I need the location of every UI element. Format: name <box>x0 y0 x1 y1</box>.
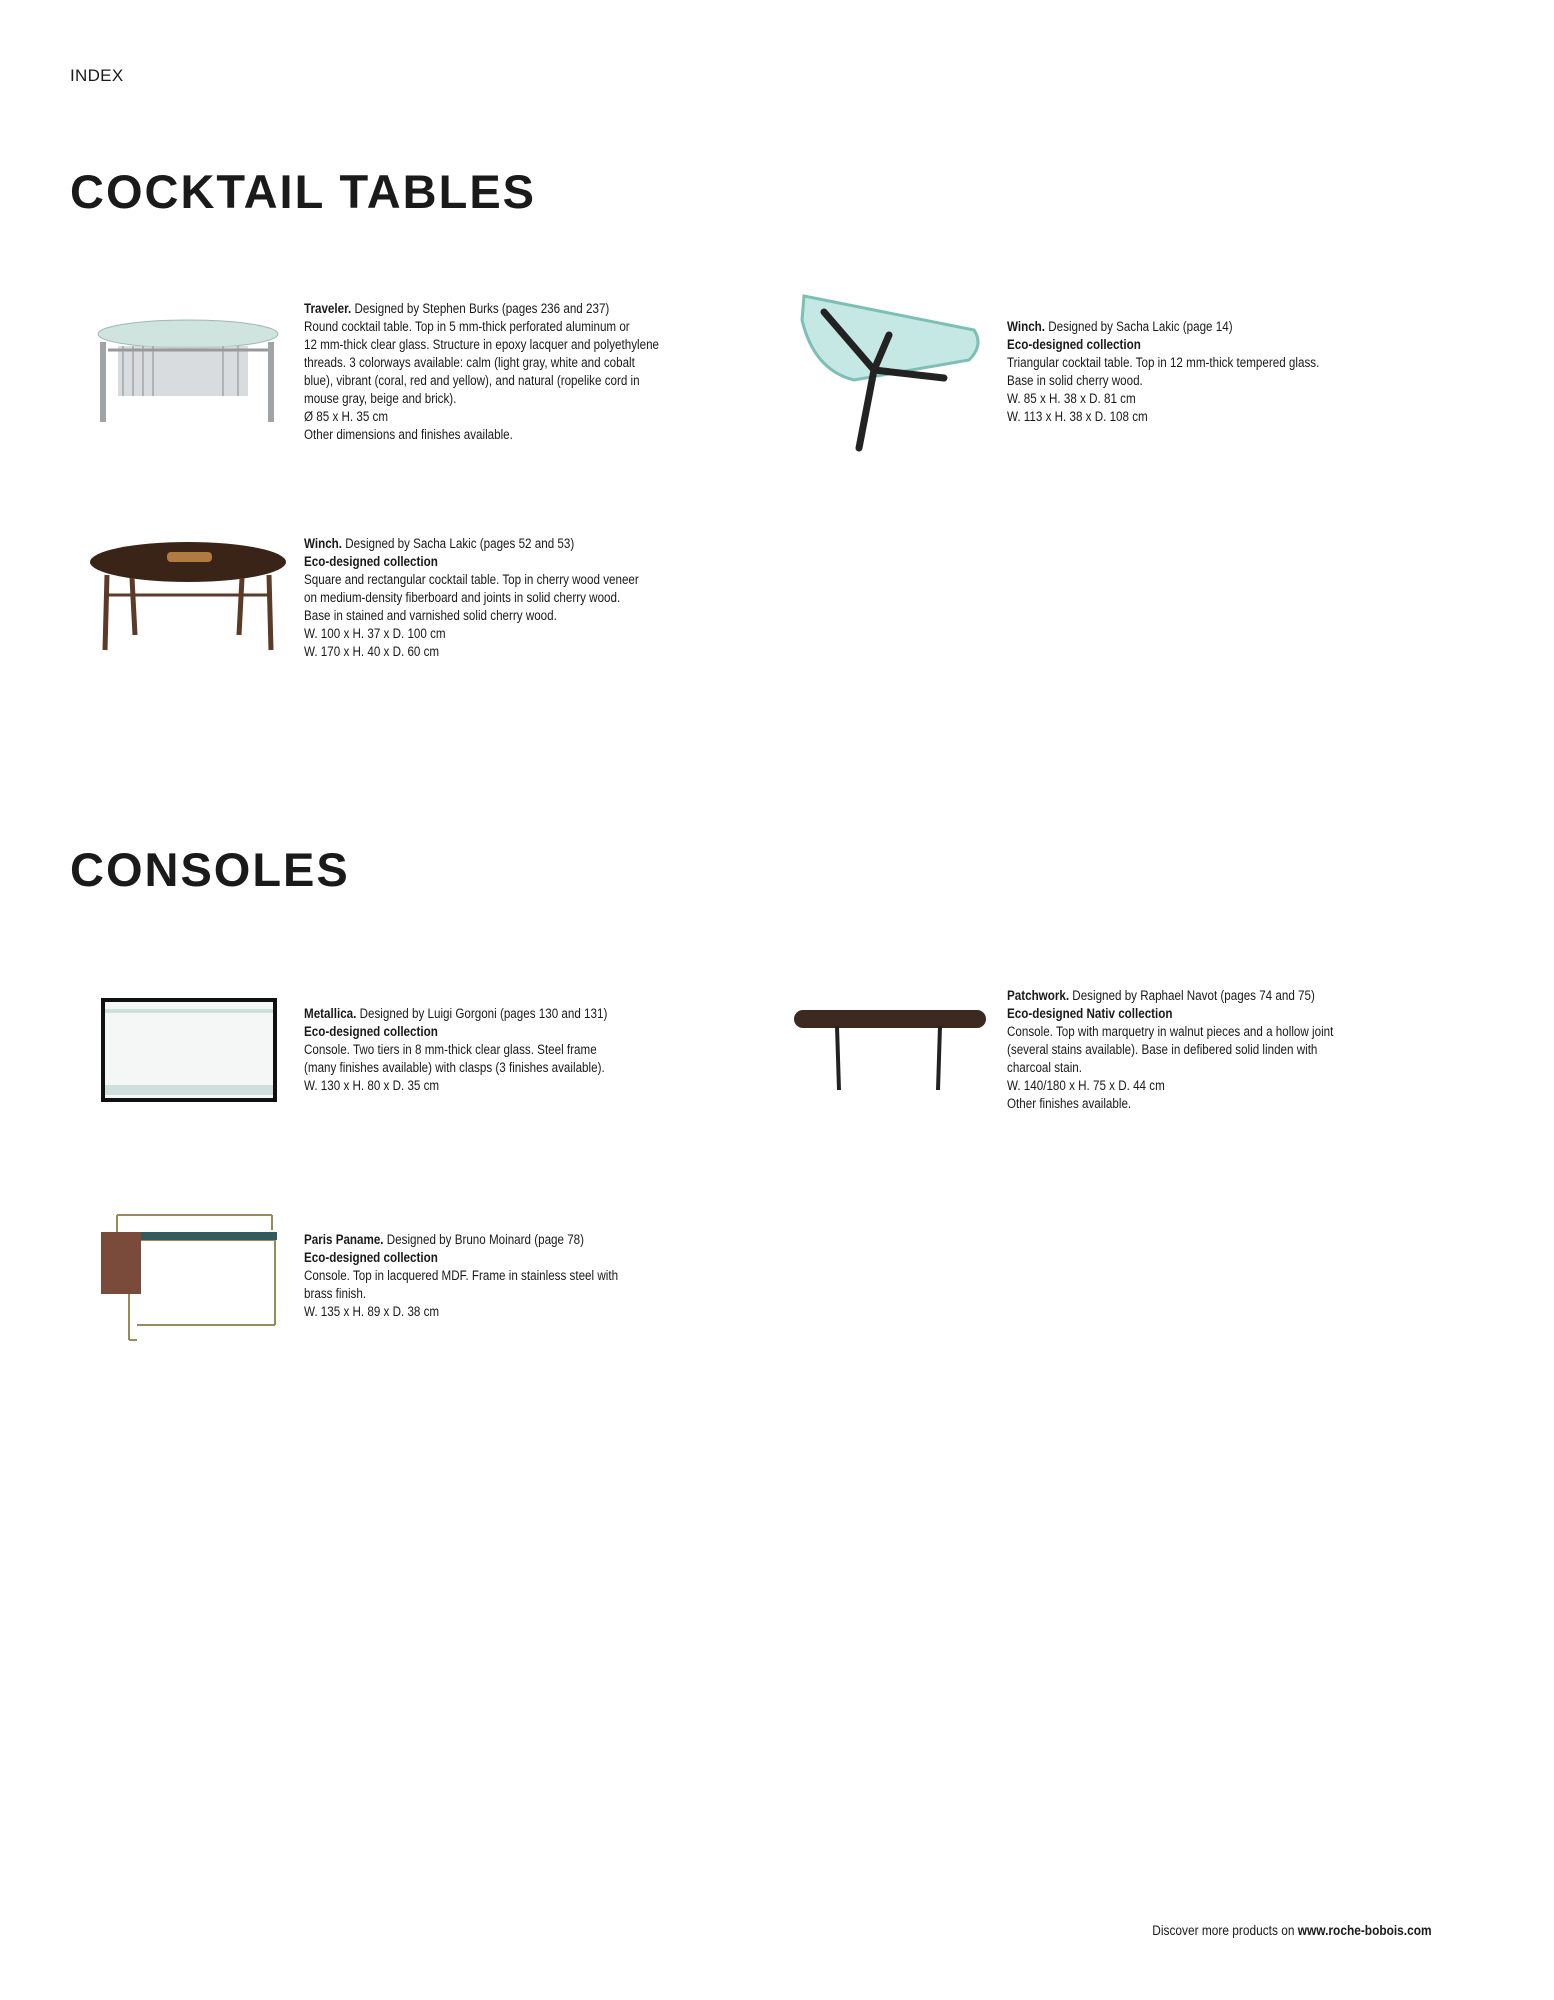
product-description-paris-paname <box>304 1231 796 1321</box>
product-collection: Eco-designed collection <box>304 1024 438 1040</box>
paris-paname-console-image <box>97 1210 279 1344</box>
footer-text: Discover more products on <box>1152 1922 1299 1938</box>
desc-line: Base in solid cherry wood. <box>1007 373 1143 389</box>
product-name: Metallica. <box>304 1006 357 1022</box>
product-description-patchwork <box>1007 987 1499 1113</box>
desc-line: 12 mm-thick clear glass. Structure in epoxy lacquer and polyethylene <box>304 337 660 353</box>
desc-line: blue), vibrant (coral, red and yellow), and natural (ropelike cord in <box>304 373 640 389</box>
product-designer: Designed by Sacha Lakic (page 14) <box>1045 319 1233 335</box>
desc-line: mouse gray, beige and brick). <box>304 391 457 407</box>
desc-line: brass finish. <box>304 1286 367 1302</box>
desc-line: W. 135 x H. 89 x D. 38 cm <box>304 1304 440 1320</box>
desc-line: W. 170 x H. 40 x D. 60 cm <box>304 644 440 660</box>
desc-line: Triangular cocktail table. Top in 12 mm-thick tempered glass. <box>1007 355 1320 371</box>
product-collection: Eco-designed Nativ collection <box>1007 1006 1173 1022</box>
desc-line: Other finishes available. <box>1007 1096 1132 1112</box>
desc-line: Console. Top in lacquered MDF. Frame in stainless steel with <box>304 1268 619 1284</box>
footer <box>1153 1922 1432 1938</box>
product-collection: Eco-designed collection <box>304 1250 438 1266</box>
product-name: Winch. <box>1007 319 1046 335</box>
product-description-metallica <box>304 1005 796 1095</box>
product-designer: Designed by Luigi Gorgoni (pages 130 and 131) <box>356 1006 608 1022</box>
patchwork-console-image <box>792 1006 988 1094</box>
desc-line: W. 113 x H. 38 x D. 108 cm <box>1007 409 1148 425</box>
desc-line: Other dimensions and finishes available. <box>304 427 513 443</box>
product-description-traveler <box>304 300 796 444</box>
desc-line: Console. Two tiers in 8 mm-thick clear glass. Steel frame <box>304 1042 597 1058</box>
product-name: Traveler. <box>304 301 352 317</box>
desc-line: W. 100 x H. 37 x D. 100 cm <box>304 626 446 642</box>
desc-line: charcoal stain. <box>1007 1060 1083 1076</box>
desc-line: threads. 3 colorways available: calm (light gray, white and cobalt <box>304 355 635 371</box>
product-name: Patchwork. <box>1007 988 1070 1004</box>
desc-line: W. 130 x H. 80 x D. 35 cm <box>304 1078 440 1094</box>
product-collection: Eco-designed collection <box>1007 337 1141 353</box>
winch-triangular-table-image <box>794 290 988 454</box>
winch-cocktail-table-image <box>87 540 289 655</box>
product-name: Paris Paname. <box>304 1232 384 1248</box>
desc-line: Ø 85 x H. 35 cm <box>304 409 389 425</box>
product-description-winch-triangular <box>1007 318 1499 426</box>
product-designer: Designed by Stephen Burks (pages 236 and 237) <box>351 301 610 317</box>
desc-line: Round cocktail table. Top in 5 mm-thick perforated aluminum or <box>304 319 630 335</box>
desc-line: Square and rectangular cocktail table. Top in cherry wood veneer <box>304 572 639 588</box>
section-title-cocktail-tables: COCKTAIL TABLES <box>70 165 537 218</box>
desc-line: W. 140/180 x H. 75 x D. 44 cm <box>1007 1078 1165 1094</box>
desc-line: Console. Top with marquetry in walnut pieces and a hollow joint <box>1007 1024 1334 1040</box>
metallica-console-image <box>100 997 278 1104</box>
desc-line: on medium-density fiberboard and joints in solid cherry wood. <box>304 590 621 606</box>
desc-line: (many finishes available) with clasps (3 finishes available). <box>304 1060 605 1076</box>
website-link[interactable]: www.roche-bobois.com <box>1298 1922 1432 1938</box>
traveler-table-image <box>88 316 288 428</box>
product-description-winch <box>304 535 796 661</box>
product-name: Winch. <box>304 536 343 552</box>
product-designer: Designed by Bruno Moinard (page 78) <box>383 1232 585 1248</box>
product-collection: Eco-designed collection <box>304 554 438 570</box>
product-designer: Designed by Sacha Lakic (pages 52 and 53) <box>342 536 575 552</box>
desc-line: W. 85 x H. 38 x D. 81 cm <box>1007 391 1136 407</box>
desc-line: Base in stained and varnished solid cherry wood. <box>304 608 557 624</box>
index-label: INDEX <box>70 66 124 85</box>
product-designer: Designed by Raphael Navot (pages 74 and 75) <box>1069 988 1315 1004</box>
section-title-consoles: CONSOLES <box>70 843 350 896</box>
desc-line: (several stains available). Base in defibered solid linden with <box>1007 1042 1318 1058</box>
